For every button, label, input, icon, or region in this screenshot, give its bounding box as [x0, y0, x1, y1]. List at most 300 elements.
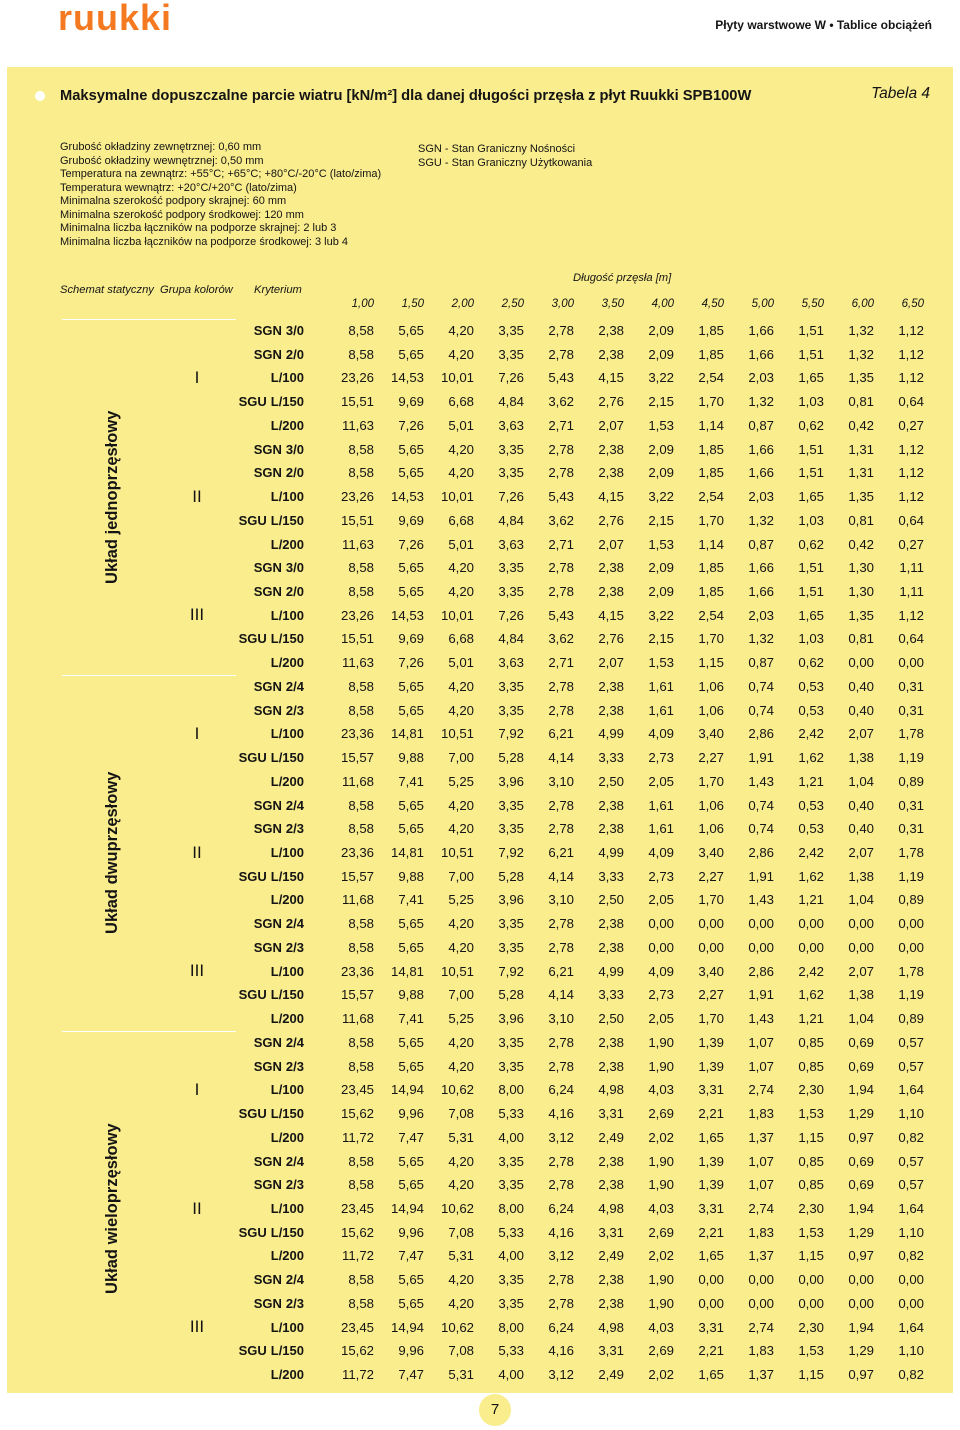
load-value-cell: 1,66: [748, 441, 774, 457]
load-value-cell: 3,31: [598, 1343, 624, 1359]
load-value-cell: 2,71: [548, 417, 574, 433]
load-value-cell: 7,47: [398, 1129, 424, 1145]
load-value-cell: 0,00: [898, 1272, 924, 1288]
load-value-cell: 1,32: [748, 394, 774, 410]
load-value-cell: 2,27: [698, 750, 724, 766]
load-value-cell: 7,26: [498, 607, 524, 623]
load-value-cell: 3,12: [548, 1129, 574, 1145]
load-value-cell: 9,69: [398, 512, 424, 528]
load-value-cell: 1,07: [748, 1058, 774, 1074]
row-values: [324, 580, 924, 604]
criterion-label: 3/0: [285, 441, 304, 457]
load-value-cell: 0,42: [848, 417, 874, 433]
table-row: [0, 1173, 960, 1197]
load-value-cell: 1,65: [698, 1129, 724, 1145]
load-value-cell: 5,43: [548, 370, 574, 386]
table-row: [0, 1102, 960, 1126]
load-value-cell: 1,90: [648, 1295, 674, 1311]
row-values: [324, 651, 924, 675]
load-value-cell: 8,58: [348, 465, 374, 481]
load-value-cell: 8,58: [348, 797, 374, 813]
load-value-cell: 2,78: [548, 821, 574, 837]
load-value-cell: 5,43: [548, 607, 574, 623]
load-value-cell: 6,21: [548, 845, 574, 861]
color-group-label: I: [194, 1079, 200, 1099]
load-value-cell: 5,33: [498, 1343, 524, 1359]
load-value-cell: 2,78: [548, 939, 574, 955]
criterion-cell: [204, 912, 304, 936]
load-value-cell: 2,05: [648, 892, 674, 908]
load-value-cell: 1,90: [648, 1272, 674, 1288]
criterion-cell: [204, 343, 304, 367]
load-value-cell: 15,62: [340, 1343, 374, 1359]
load-value-cell: 4,00: [498, 1367, 524, 1383]
load-value-cell: 2,78: [548, 1153, 574, 1169]
load-value-cell: 2,03: [748, 370, 774, 386]
load-value-cell: 1,66: [748, 584, 774, 599]
load-value-cell: 1,12: [898, 607, 924, 623]
assumption-line: Minimalna szerokość podpory skrajnej: 60 mm: [60, 195, 287, 207]
load-value-cell: 2,86: [748, 845, 774, 861]
row-values: [324, 438, 924, 462]
load-value-cell: 2,09: [648, 323, 674, 338]
color-group: [0, 319, 960, 438]
load-value-cell: 1,43: [748, 773, 774, 789]
load-value-cell: 10,01: [440, 607, 474, 623]
static-scheme-label: Układ dwuprzęsłowy: [103, 771, 121, 935]
criterion-cell: [204, 888, 304, 912]
limit-state-label: SGN: [253, 1058, 282, 1074]
load-value-cell: 2,38: [598, 346, 624, 362]
criterion-cell: [204, 817, 304, 841]
criterion-label: 2/4: [285, 916, 304, 932]
load-value-cell: 0,53: [798, 702, 824, 718]
load-value-cell: 7,08: [448, 1343, 474, 1359]
load-value-cell: 14,81: [390, 963, 424, 979]
load-value-cell: 1,19: [898, 987, 924, 1003]
load-value-cell: 4,20: [448, 465, 474, 481]
load-value-cell: 5,65: [398, 584, 424, 599]
load-value-cell: 4,00: [498, 1248, 524, 1264]
load-value-cell: 2,21: [698, 1224, 724, 1240]
criterion-cell: [204, 509, 304, 533]
load-value-cell: 8,58: [348, 702, 374, 718]
load-value-cell: 1,39: [698, 1058, 724, 1074]
load-value-cell: 5,65: [398, 678, 424, 694]
load-value-cell: 7,00: [448, 987, 474, 1003]
load-value-cell: 2,27: [698, 868, 724, 884]
table-row: [0, 509, 960, 533]
load-value-cell: 11,68: [341, 892, 374, 908]
load-value-cell: 3,31: [698, 1082, 724, 1098]
load-value-cell: 1,62: [798, 868, 824, 884]
load-value-cell: 1,83: [748, 1343, 774, 1359]
load-value-cell: 2,38: [598, 939, 624, 955]
limit-state-label: SGN: [253, 560, 282, 576]
load-value-cell: 5,65: [398, 1034, 424, 1050]
load-value-cell: 4,20: [448, 441, 474, 457]
criterion-cell: [204, 960, 304, 984]
load-value-cell: 1,35: [848, 607, 874, 623]
limit-state-label: SGN: [253, 584, 282, 599]
load-value-cell: 14,81: [390, 845, 424, 861]
load-value-cell: 7,26: [398, 655, 424, 671]
criterion-cell: [204, 936, 304, 960]
criterion-cell: [204, 1055, 304, 1079]
table-row: [0, 1244, 960, 1268]
table-row: [0, 343, 960, 367]
load-value-cell: 2,38: [598, 584, 624, 599]
load-value-cell: 5,65: [398, 465, 424, 481]
table-row: [0, 1316, 960, 1340]
row-values: [324, 1292, 924, 1316]
load-value-cell: 2,38: [598, 797, 624, 813]
load-value-cell: 2,49: [598, 1367, 624, 1383]
load-value-cell: 1,15: [798, 1367, 824, 1383]
load-value-cell: 1,66: [748, 465, 774, 481]
limit-state-label: SGN: [253, 346, 282, 362]
table-row: [0, 960, 960, 984]
load-value-cell: 4,16: [548, 1343, 574, 1359]
load-value-cell: 5,65: [398, 916, 424, 932]
limit-state-label: SGU: [238, 1224, 267, 1240]
load-value-cell: 3,96: [498, 892, 524, 908]
load-value-cell: 1,31: [848, 441, 874, 457]
load-value-cell: 3,31: [698, 1200, 724, 1216]
load-value-cell: 15,57: [340, 987, 374, 1003]
table-row: [0, 1363, 960, 1387]
load-value-cell: 15,51: [340, 631, 374, 647]
load-value-cell: 3,35: [498, 821, 524, 837]
span-length-header-row: [324, 297, 924, 311]
criterion-cell: [204, 556, 304, 580]
load-value-cell: 0,97: [848, 1367, 874, 1383]
table-row: [0, 770, 960, 794]
load-value-cell: 14,53: [390, 607, 424, 623]
load-value-cell: 14,53: [390, 489, 424, 505]
load-value-cell: 2,71: [548, 655, 574, 671]
load-value-cell: 1,78: [898, 963, 924, 979]
load-value-cell: 1,38: [848, 868, 874, 884]
load-value-cell: 3,33: [598, 987, 624, 1003]
load-value-cell: 23,45: [340, 1082, 374, 1098]
load-value-cell: 2,30: [798, 1319, 824, 1335]
load-value-cell: 1,39: [698, 1034, 724, 1050]
table-row: [0, 1126, 960, 1150]
load-value-cell: 0,82: [898, 1129, 924, 1145]
load-value-cell: 1,70: [698, 512, 724, 528]
load-value-cell: 1,53: [648, 655, 674, 671]
load-value-cell: 3,40: [698, 726, 724, 742]
load-value-cell: 1,70: [698, 1011, 724, 1027]
load-value-cell: 0,57: [898, 1058, 924, 1074]
row-values: [324, 936, 924, 960]
load-value-cell: 6,24: [548, 1082, 574, 1098]
load-value-cell: 1,66: [748, 323, 774, 338]
load-value-cell: 2,78: [548, 560, 574, 576]
load-value-cell: 2,38: [598, 323, 624, 338]
load-value-cell: 2,38: [598, 1153, 624, 1169]
load-value-cell: 1,64: [898, 1200, 924, 1216]
load-value-cell: 0,81: [848, 631, 874, 647]
table-row: [0, 556, 960, 580]
load-value-cell: 2,54: [698, 370, 724, 386]
limit-state-label: SGN: [253, 1295, 282, 1311]
load-value-cell: 3,35: [498, 584, 524, 599]
load-value-cell: 2,78: [548, 1272, 574, 1288]
load-value-cell: 2,54: [698, 607, 724, 623]
row-values: [324, 746, 924, 770]
criterion-label: 2/4: [285, 678, 304, 694]
load-value-cell: 5,65: [398, 323, 424, 338]
load-table-body: [0, 319, 960, 1387]
criterion-cell: [204, 1268, 304, 1292]
load-value-cell: 2,78: [548, 323, 574, 338]
load-value-cell: 8,00: [498, 1082, 524, 1098]
load-value-cell: 0,00: [848, 1272, 874, 1288]
criterion-label: L/200: [270, 1011, 304, 1027]
load-value-cell: 0,00: [898, 939, 924, 955]
load-value-cell: 14,53: [390, 370, 424, 386]
load-value-cell: 2,09: [648, 441, 674, 457]
load-value-cell: 5,01: [448, 536, 474, 552]
static-scheme-section: [0, 1031, 960, 1387]
load-value-cell: 1,11: [899, 584, 924, 599]
load-value-cell: 1,07: [748, 1153, 774, 1169]
load-value-cell: 0,85: [798, 1058, 824, 1074]
criterion-cell: [204, 461, 304, 485]
load-value-cell: 2,78: [548, 1177, 574, 1193]
limit-state-label: SGN: [253, 821, 282, 837]
table-row: [0, 438, 960, 462]
criterion-cell: [204, 1292, 304, 1316]
load-value-cell: 0,00: [898, 1295, 924, 1311]
row-values: [324, 1126, 924, 1150]
color-group-label: III: [189, 605, 205, 625]
load-value-cell: 8,58: [348, 323, 374, 338]
criterion-label: 2/4: [285, 797, 304, 813]
load-value-cell: 0,00: [648, 916, 674, 932]
load-value-cell: 0,87: [748, 655, 774, 671]
load-value-cell: 11,72: [341, 1248, 374, 1264]
load-value-cell: 1,06: [698, 702, 724, 718]
load-value-cell: 7,00: [448, 750, 474, 766]
load-value-cell: 4,03: [648, 1082, 674, 1098]
load-value-cell: 1,37: [748, 1248, 774, 1264]
load-value-cell: 23,26: [340, 607, 374, 623]
load-value-cell: 5,65: [398, 1058, 424, 1074]
criterion-cell: [204, 390, 304, 414]
load-value-cell: 4,20: [448, 1034, 474, 1050]
load-value-cell: 1,83: [748, 1106, 774, 1122]
limit-state-label: SGN: [253, 678, 282, 694]
load-value-cell: 3,12: [548, 1367, 574, 1383]
load-value-cell: 6,68: [448, 631, 474, 647]
load-value-cell: 23,36: [340, 845, 374, 861]
load-value-cell: 23,26: [340, 489, 374, 505]
criterion-label: L/100: [270, 1319, 304, 1335]
load-value-cell: 1,38: [848, 987, 874, 1003]
criterion-cell: [204, 1244, 304, 1268]
load-value-cell: 5,01: [448, 417, 474, 433]
criterion-label: L/100: [270, 726, 304, 742]
limit-state-label: SGU: [238, 1106, 267, 1122]
column-header-static-scheme: Schemat statyczny: [60, 284, 154, 296]
load-value-cell: 5,28: [498, 987, 524, 1003]
load-value-cell: 2,38: [598, 821, 624, 837]
load-value-cell: 3,10: [548, 892, 574, 908]
load-value-cell: 1,61: [648, 678, 674, 694]
table-row: [0, 936, 960, 960]
load-value-cell: 2,42: [798, 726, 824, 742]
load-value-cell: 5,65: [398, 821, 424, 837]
load-value-cell: 5,25: [448, 773, 474, 789]
criterion-label: 2/3: [285, 939, 304, 955]
load-value-cell: 2,78: [548, 1034, 574, 1050]
criterion-label: L/150: [270, 512, 304, 528]
load-value-cell: 4,84: [498, 512, 524, 528]
limit-state-label: SGN: [253, 916, 282, 932]
load-value-cell: 1,32: [748, 512, 774, 528]
color-group-label: II: [192, 486, 202, 506]
row-values: [324, 319, 924, 343]
table-row: [0, 366, 960, 390]
row-values: [324, 1363, 924, 1387]
criterion-label: L/200: [270, 536, 304, 552]
row-values: [324, 1102, 924, 1126]
load-value-cell: 4,99: [598, 845, 624, 861]
load-value-cell: 1,04: [848, 1011, 874, 1027]
limit-state-label: SGN: [253, 1177, 282, 1193]
load-value-cell: 0,69: [848, 1177, 874, 1193]
load-value-cell: 7,92: [498, 845, 524, 861]
load-value-cell: 14,94: [390, 1200, 424, 1216]
load-value-cell: 9,96: [398, 1106, 424, 1122]
load-value-cell: 1,15: [798, 1129, 824, 1145]
load-value-cell: 1,03: [798, 512, 824, 528]
criterion-cell: [204, 533, 304, 557]
table-row: [0, 841, 960, 865]
load-value-cell: 4,20: [448, 1295, 474, 1311]
load-value-cell: 1,90: [648, 1058, 674, 1074]
load-value-cell: 0,89: [898, 773, 924, 789]
limit-state-label: SGU: [238, 631, 267, 647]
load-value-cell: 7,41: [398, 892, 424, 908]
load-value-cell: 1,03: [798, 631, 824, 647]
load-value-cell: 1,91: [748, 750, 774, 766]
load-value-cell: 0,40: [848, 797, 874, 813]
color-group-label: III: [189, 1317, 205, 1337]
load-value-cell: 1,78: [898, 845, 924, 861]
load-value-cell: 1,14: [698, 417, 724, 433]
limit-state-label: SGU: [238, 987, 267, 1003]
criterion-label: L/200: [270, 417, 304, 433]
table-row: [0, 1031, 960, 1055]
load-value-cell: 5,25: [448, 1011, 474, 1027]
row-values: [324, 960, 924, 984]
criterion-label: L/100: [270, 963, 304, 979]
load-value-cell: 1,85: [698, 584, 724, 599]
load-value-cell: 2,69: [648, 1343, 674, 1359]
load-value-cell: 8,00: [498, 1319, 524, 1335]
legend-item-sgu: SGU - Stan Graniczny Użytkowania: [418, 156, 593, 169]
load-value-cell: 3,35: [498, 797, 524, 813]
span-length-label: 3,50: [601, 298, 624, 310]
load-value-cell: 1,53: [648, 536, 674, 552]
load-value-cell: 10,01: [440, 370, 474, 386]
load-value-cell: 3,35: [498, 678, 524, 694]
load-value-cell: 5,33: [498, 1106, 524, 1122]
row-values: [324, 865, 924, 889]
limit-state-label: SGN: [253, 702, 282, 718]
row-values: [324, 1078, 924, 1102]
load-value-cell: 0,27: [898, 536, 924, 552]
load-value-cell: 3,22: [648, 370, 674, 386]
load-value-cell: 1,12: [898, 370, 924, 386]
abbreviation-legend: [418, 143, 592, 170]
row-values: [324, 912, 924, 936]
criterion-label: L/200: [270, 655, 304, 671]
criterion-label: L/150: [270, 750, 304, 766]
load-value-cell: 3,22: [648, 489, 674, 505]
load-value-cell: 1,85: [698, 323, 724, 338]
row-values: [324, 1221, 924, 1245]
criterion-cell: [204, 1007, 304, 1031]
load-value-cell: 0,57: [898, 1177, 924, 1193]
criterion-label: L/100: [270, 489, 304, 505]
load-value-cell: 0,00: [748, 939, 774, 955]
load-value-cell: 1,04: [848, 892, 874, 908]
criterion-cell: [204, 865, 304, 889]
load-value-cell: 3,35: [498, 323, 524, 338]
load-value-cell: 1,30: [848, 560, 874, 576]
criterion-label: L/200: [270, 892, 304, 908]
column-header-criterion: Kryterium: [254, 284, 302, 296]
load-value-cell: 0,85: [798, 1177, 824, 1193]
load-value-cell: 1,03: [798, 394, 824, 410]
load-value-cell: 3,35: [498, 465, 524, 481]
criterion-label: 2/3: [285, 821, 304, 837]
load-value-cell: 0,57: [898, 1034, 924, 1050]
criterion-label: L/100: [270, 1200, 304, 1216]
load-value-cell: 0,00: [798, 1295, 824, 1311]
load-value-cell: 1,83: [748, 1224, 774, 1240]
load-value-cell: 15,62: [340, 1106, 374, 1122]
load-value-cell: 1,65: [798, 370, 824, 386]
load-value-cell: 1,85: [698, 441, 724, 457]
load-value-cell: 1,07: [748, 1034, 774, 1050]
load-value-cell: 2,38: [598, 678, 624, 694]
load-value-cell: 2,03: [748, 489, 774, 505]
table-row: [0, 699, 960, 723]
load-value-cell: 0,62: [798, 655, 824, 671]
span-length-label: 3,00: [551, 298, 574, 310]
load-value-cell: 1,12: [898, 465, 924, 481]
load-value-cell: 8,00: [498, 1200, 524, 1216]
load-value-cell: 23,26: [340, 370, 374, 386]
load-value-cell: 0,31: [898, 821, 924, 837]
load-value-cell: 5,65: [398, 1153, 424, 1169]
span-length-label: 4,00: [651, 298, 674, 310]
load-value-cell: 0,00: [698, 916, 724, 932]
criterion-cell: [204, 722, 304, 746]
load-value-cell: 2,15: [648, 394, 674, 410]
load-value-cell: 2,42: [798, 963, 824, 979]
load-value-cell: 1,51: [798, 441, 824, 457]
load-value-cell: 8,58: [348, 346, 374, 362]
load-value-cell: 3,35: [498, 1058, 524, 1074]
table-row: [0, 1150, 960, 1174]
